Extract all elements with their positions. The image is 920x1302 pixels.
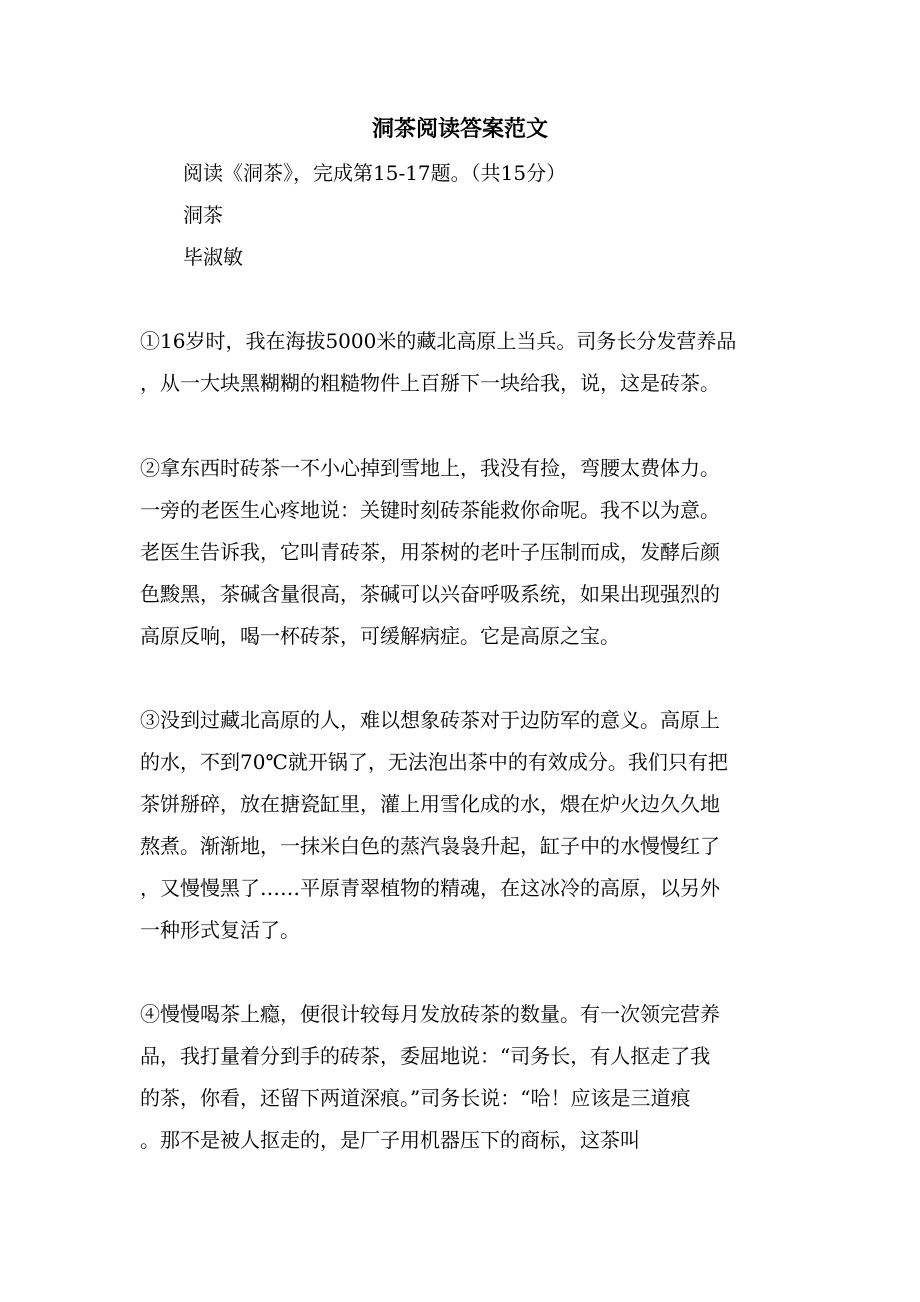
- paragraph-line: ①16岁时，我在海拔5000米的藏北高原上当兵。司务长分发营养品: [140, 329, 737, 353]
- paragraph-line: 一旁的老医生心疼地说：关键时刻砖茶能救你命呢。我不以为意。: [140, 498, 720, 522]
- paragraph-line: 色黢黑，茶碱含量很高，茶碱可以兴奋呼吸系统，如果出现强烈的: [140, 582, 720, 606]
- paragraph-2: [140, 447, 780, 657]
- paragraph-line: ③没到过藏北高原的人，难以想象砖茶对于边防军的意义。高原上: [140, 708, 720, 732]
- paragraph-line: ④慢慢喝茶上瘾，便很计较每月发放砖茶的数量。有一次领完营养: [140, 1002, 720, 1026]
- paragraph-line: 茶饼掰碎，放在搪瓷缸里，灌上用雪化成的水，煨在炉火边久久地: [140, 792, 720, 816]
- paragraph-line: 老医生告诉我，它叫青砖茶，用茶树的老叶子压制而成，发酵后颜: [140, 540, 720, 564]
- paragraph-1: [140, 320, 780, 404]
- story-title: 洞茶: [183, 203, 223, 227]
- paragraph-line: 高原反响，喝一杯砖茶，可缓解病症。它是高原之宝。: [140, 624, 620, 648]
- paragraph-line: 品，我打量着分到手的砖茶，委屈地说：“司务长，有人抠走了我: [140, 1044, 711, 1068]
- reading-instruction: 阅读《洞茶》，完成第15-17题。（共15分）: [183, 161, 567, 185]
- document-title: 洞茶阅读答案范文: [371, 116, 548, 142]
- paragraph-line: 。那不是被人抠走的，是厂子用机器压下的商标，这茶叫: [140, 1128, 640, 1152]
- paragraph-line: 的茶，你看，还留下两道深痕。”司务长说：“哈！应该是三道痕: [140, 1086, 691, 1110]
- paragraph-3: [140, 699, 780, 951]
- paragraph-4: [140, 993, 780, 1161]
- paragraph-line: 的水，不到70℃就开锅了，无法泡出茶中的有效成分。我们只有把: [140, 750, 728, 774]
- paragraph-line: 一种形式复活了。: [140, 918, 300, 942]
- paragraph-line: 熬煮。渐渐地，一抹米白色的蒸汽袅袅升起，缸子中的水慢慢红了: [140, 834, 720, 858]
- paragraph-line: ，从一大块黑糊糊的粗糙物件上百掰下一块给我，说，这是砖茶。: [140, 371, 720, 395]
- story-author: 毕淑敏: [183, 245, 243, 269]
- paragraph-line: ，又慢慢黑了……平原青翠植物的精魂，在这冰冷的高原，以另外: [140, 876, 720, 900]
- paragraph-line: ②拿东西时砖茶一不小心掉到雪地上，我没有捡，弯腰太费体力。: [140, 456, 720, 480]
